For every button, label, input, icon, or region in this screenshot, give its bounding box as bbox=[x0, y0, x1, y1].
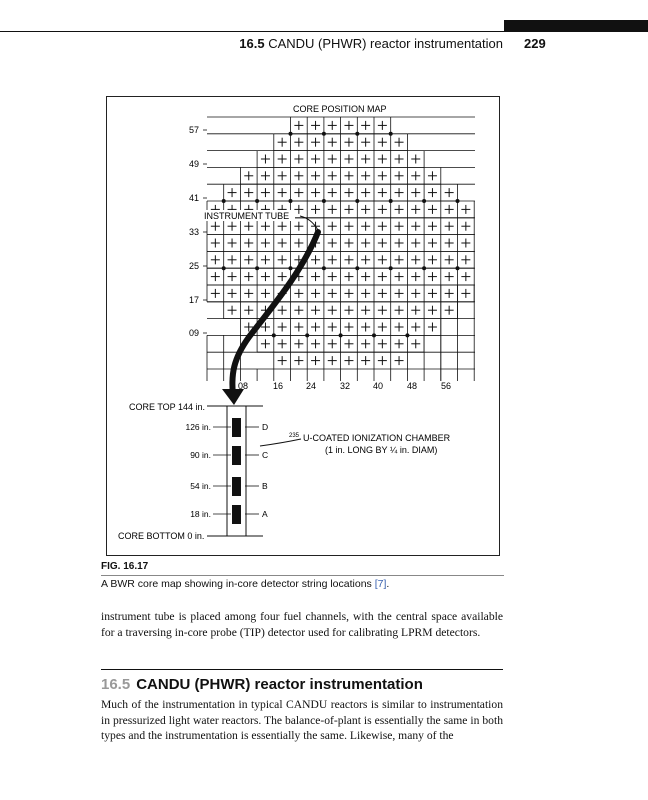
core-bottom-label: CORE BOTTOM 0 in. bbox=[118, 531, 205, 541]
detector-dot bbox=[389, 132, 393, 136]
running-head-number: 16.5 bbox=[239, 36, 265, 51]
caption-reference-link[interactable]: [7] bbox=[374, 578, 387, 590]
detector-dot bbox=[355, 199, 359, 203]
chamber-letter: A bbox=[262, 509, 268, 519]
figure-label: FIG. 16.17 bbox=[101, 561, 149, 572]
chamber-height-label: 90 in. bbox=[190, 450, 211, 460]
body-paragraph-1: instrument tube is placed among four fuel channels, with the central space available for a traversing in-core probe (TIP) detector used for calibrating LPRM detectors. bbox=[101, 610, 503, 639]
detector-dot bbox=[255, 199, 259, 203]
column-label: 08 bbox=[238, 381, 249, 391]
instrument-tube-arrowhead bbox=[222, 389, 244, 405]
detector-dot bbox=[422, 199, 426, 203]
map-title: CORE POSITION MAP bbox=[293, 104, 387, 114]
detector-dot bbox=[456, 199, 460, 203]
figure-16-17 bbox=[106, 96, 500, 556]
caption-rule bbox=[101, 575, 504, 576]
row-labels bbox=[189, 125, 207, 338]
section-rule bbox=[101, 669, 503, 670]
section-heading bbox=[101, 676, 423, 693]
chamber-size-label: (1 in. LONG BY ¼ in. DIAM) bbox=[325, 445, 438, 455]
column-label: 48 bbox=[407, 381, 418, 391]
chamber-label: U-COATED IONIZATION CHAMBER bbox=[303, 433, 451, 443]
detector-dot bbox=[305, 333, 309, 337]
row-label: 25 bbox=[189, 261, 200, 271]
column-label: 16 bbox=[273, 381, 284, 391]
detector-dot bbox=[422, 266, 426, 270]
chamber-height-label: 126 in. bbox=[185, 422, 211, 432]
detector-dot bbox=[222, 266, 226, 270]
chamber-pointer bbox=[260, 439, 301, 446]
caption-period: . bbox=[386, 578, 390, 590]
row-label: 49 bbox=[189, 159, 200, 169]
detector-dot bbox=[355, 266, 359, 270]
row-label: 17 bbox=[189, 295, 200, 305]
detector-dot bbox=[322, 199, 326, 203]
row-label: 41 bbox=[189, 193, 200, 203]
ionization-chamber bbox=[232, 418, 241, 437]
header-rule bbox=[0, 31, 648, 32]
detector-dot bbox=[289, 266, 293, 270]
ionization-chamber bbox=[232, 446, 241, 465]
detector-string bbox=[185, 406, 268, 536]
section-heading-title: CANDU (PHWR) reactor instrumentation bbox=[136, 676, 423, 693]
chamber-letter: C bbox=[262, 450, 269, 460]
running-head bbox=[0, 36, 503, 51]
page-number: 229 bbox=[524, 36, 546, 51]
detector-dot bbox=[372, 333, 376, 337]
chamber-letter: D bbox=[262, 422, 269, 432]
detector-dot bbox=[222, 199, 226, 203]
column-label: 56 bbox=[441, 381, 452, 391]
chamber-height-label: 18 in. bbox=[190, 509, 211, 519]
chamber-superscript: 235 bbox=[289, 433, 300, 439]
column-label: 32 bbox=[340, 381, 351, 391]
detector-dot bbox=[355, 132, 359, 136]
detector-dot bbox=[456, 266, 460, 270]
detector-dot bbox=[389, 266, 393, 270]
core-top-label: CORE TOP 144 in. bbox=[129, 402, 206, 412]
column-labels bbox=[238, 381, 451, 391]
detector-dot bbox=[289, 199, 293, 203]
section-heading-number: 16.5 bbox=[101, 676, 131, 693]
detector-dot bbox=[289, 132, 293, 136]
ionization-chamber bbox=[232, 505, 241, 524]
header-bar bbox=[504, 20, 648, 31]
row-label: 09 bbox=[189, 328, 200, 338]
column-label: 24 bbox=[306, 381, 317, 391]
row-label: 57 bbox=[189, 125, 200, 135]
core-map-figure bbox=[107, 97, 499, 555]
chamber-letter: B bbox=[262, 481, 268, 491]
detector-dot bbox=[255, 266, 259, 270]
detector-dot bbox=[339, 333, 343, 337]
detector-dot bbox=[272, 333, 276, 337]
running-head-title: CANDU (PHWR) reactor instrumentation bbox=[268, 36, 503, 51]
row-label: 33 bbox=[189, 227, 200, 237]
column-label: 40 bbox=[373, 381, 384, 391]
body-paragraph-2: Much of the instrumentation in typical CANDU reactors is similar to instrumentation in pressurized light water reactors. The balance-of-plant is essentially the same in both types and the instrumentation is essentially the same. Likewise, many of the bbox=[101, 698, 503, 742]
detector-dot bbox=[389, 199, 393, 203]
figure-caption bbox=[101, 578, 389, 590]
detector-dot bbox=[322, 266, 326, 270]
ionization-chamber bbox=[232, 477, 241, 496]
chamber-height-label: 54 in. bbox=[190, 481, 211, 491]
instrument-tube-arrow-shaft bbox=[232, 232, 318, 395]
instrument-tube-label: INSTRUMENT TUBE bbox=[204, 211, 290, 221]
detector-dot bbox=[405, 333, 409, 337]
caption-text: A BWR core map showing in-core detector string locations bbox=[101, 578, 375, 590]
detector-dot bbox=[322, 132, 326, 136]
